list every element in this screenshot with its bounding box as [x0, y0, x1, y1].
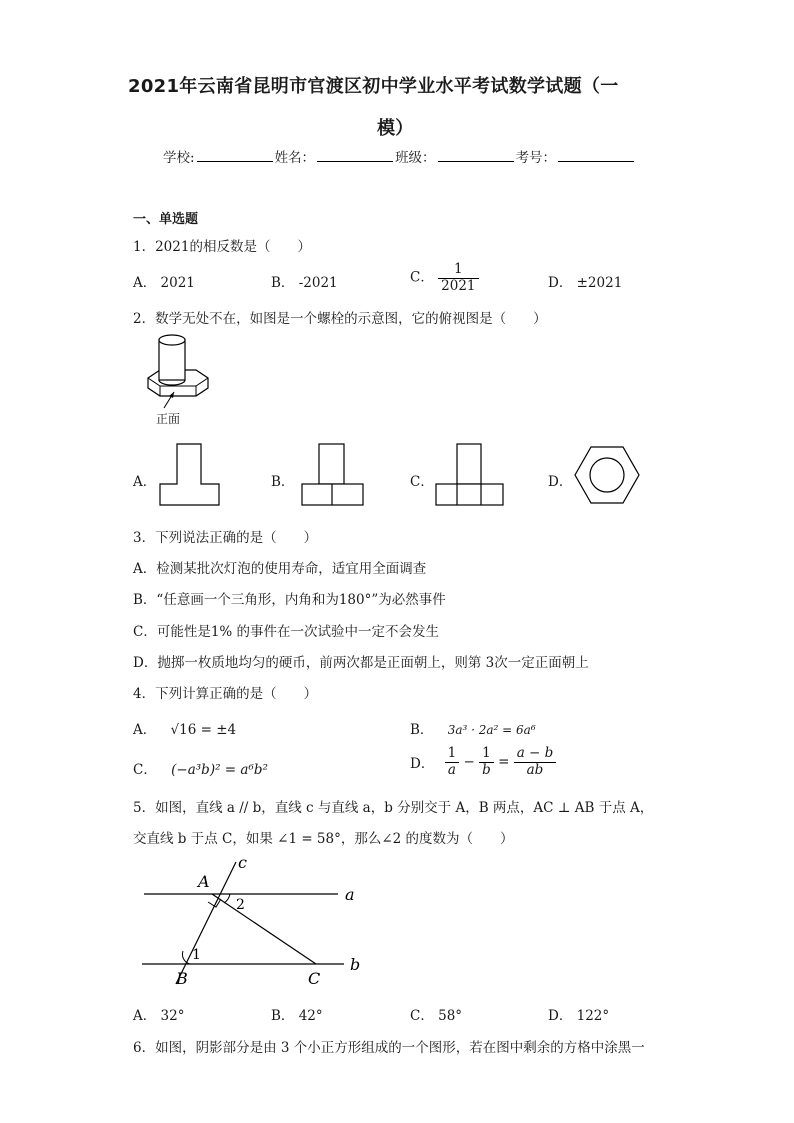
fraction-numerator: 1 — [479, 746, 494, 763]
fraction-numerator: 1 — [445, 746, 460, 763]
page-title-line1: 2021年云南省昆明市官渡区初中学业水平考试数学试题（一 — [128, 76, 619, 97]
q2-option-c-label: C． — [410, 474, 434, 490]
school-label: 学校: — [163, 150, 195, 166]
q4-option-a-label: A． — [133, 722, 157, 738]
fraction-numerator: 1 — [438, 262, 478, 279]
q4-option-a-expr: √16 = ±4 — [170, 722, 237, 738]
q4-d-fraction-3 — [514, 746, 557, 778]
q4-option-a — [133, 718, 236, 738]
label-C: C — [308, 969, 321, 988]
question-5-stem-line2: 交直线 b 于点 C，如果 ∠1 = 58°，那么∠2 的度数为（ ） — [133, 831, 514, 847]
question-1-stem: 1．2021的相反数是（ ） — [133, 239, 311, 255]
fraction-numerator: a − b — [514, 746, 557, 763]
q5-geometry-figure — [138, 850, 378, 990]
q5-option-d: D． 122° — [548, 1008, 610, 1024]
q2-option-d-label: D． — [548, 474, 573, 490]
q3-option-d: D．抛掷一枚质地均匀的硬币，前两次都是正面朝上，则第 3次一定正面朝上 — [133, 655, 589, 671]
q4-option-c-label: C． — [133, 762, 157, 778]
q2-option-a-figure — [159, 443, 221, 507]
q4-option-d-label: D． — [410, 756, 435, 773]
equals-sign: = — [498, 754, 510, 771]
q3-option-c: C．可能性是1% 的事件在一次试验中一定不会发生 — [133, 624, 440, 640]
q4-option-b-label: B． — [410, 722, 434, 738]
label-c: c — [238, 853, 247, 872]
q2-option-b-label: B． — [271, 474, 295, 490]
label-a: a — [345, 885, 355, 904]
label-angle-1: 1 — [192, 947, 201, 963]
q4-d-fraction-2 — [479, 746, 494, 778]
label-A: A — [198, 872, 210, 891]
q5-option-c: C． 58° — [410, 1008, 463, 1024]
question-6-stem: 6．如图，阴影部分是由 3 个小正方形组成的一个图形，若在图中剩余的方格中涂黑一 — [133, 1040, 645, 1056]
name-field[interactable] — [317, 149, 393, 162]
minus-sign: − — [463, 754, 475, 771]
class-label: 班级： — [395, 150, 436, 166]
number-label: 考号： — [515, 150, 557, 166]
question-2-stem: 2．数学无处不在，如图是一个螺栓的示意图，它的俯视图是（ ） — [133, 311, 547, 327]
label-angle-2: 2 — [236, 897, 245, 913]
q2-option-c-figure — [435, 443, 505, 507]
q2-option-b-figure — [301, 443, 365, 507]
fraction-denominator: a — [447, 761, 456, 778]
q2-option-a-label: A． — [133, 474, 157, 490]
q1-option-c — [410, 262, 479, 294]
label-b: b — [350, 955, 361, 974]
fraction-denominator: 2021 — [441, 277, 476, 294]
q1-option-c-fraction — [438, 262, 478, 294]
q3-option-b: B．“任意画一个三角形，内角和为180°”为必然事件 — [133, 592, 446, 608]
q4-option-d — [410, 746, 556, 778]
number-field[interactable] — [558, 149, 634, 162]
q5-option-b: B． 42° — [271, 1008, 323, 1024]
q1-option-b: B． -2021 — [271, 275, 338, 291]
question-3-stem: 3．下列说法正确的是（ ） — [133, 530, 318, 546]
label-B: B — [176, 969, 188, 988]
class-field[interactable] — [438, 149, 514, 162]
q4-option-c-expr: (−a³b)² = a⁶b² — [171, 762, 268, 778]
school-field[interactable] — [197, 149, 273, 162]
q4-option-c — [133, 758, 268, 778]
name-label: 姓名： — [274, 150, 316, 166]
fraction-denominator: ab — [526, 761, 544, 778]
q4-option-b-expr: 3a³ · 2a² = 6a⁶ — [447, 723, 536, 737]
q4-option-b — [410, 718, 536, 738]
front-label: 正面 — [156, 412, 181, 426]
q4-d-fraction-1 — [445, 746, 460, 778]
q5-option-a: A． 32° — [133, 1008, 185, 1024]
student-info-row — [163, 146, 636, 166]
q1-option-d: D． ±2021 — [548, 275, 623, 291]
page-title-line2: 模） — [377, 118, 414, 139]
q3-option-a: A．检测某批次灯泡的使用寿命，适宜用全面调查 — [133, 561, 427, 577]
q1-option-a: A． 2021 — [133, 275, 195, 291]
section-heading: 一、单选题 — [133, 212, 199, 227]
q2-option-d-figure — [574, 445, 640, 505]
question-4-stem: 4．下列计算正确的是（ ） — [133, 686, 318, 702]
fraction-denominator: b — [482, 761, 491, 778]
question-5-stem-line1: 5．如图，直线 a // b，直线 c 与直线 a，b 分别交于 A，B 两点，AC ⊥ AB 于点 A， — [133, 800, 654, 816]
q1-option-c-label: C． — [410, 269, 434, 286]
